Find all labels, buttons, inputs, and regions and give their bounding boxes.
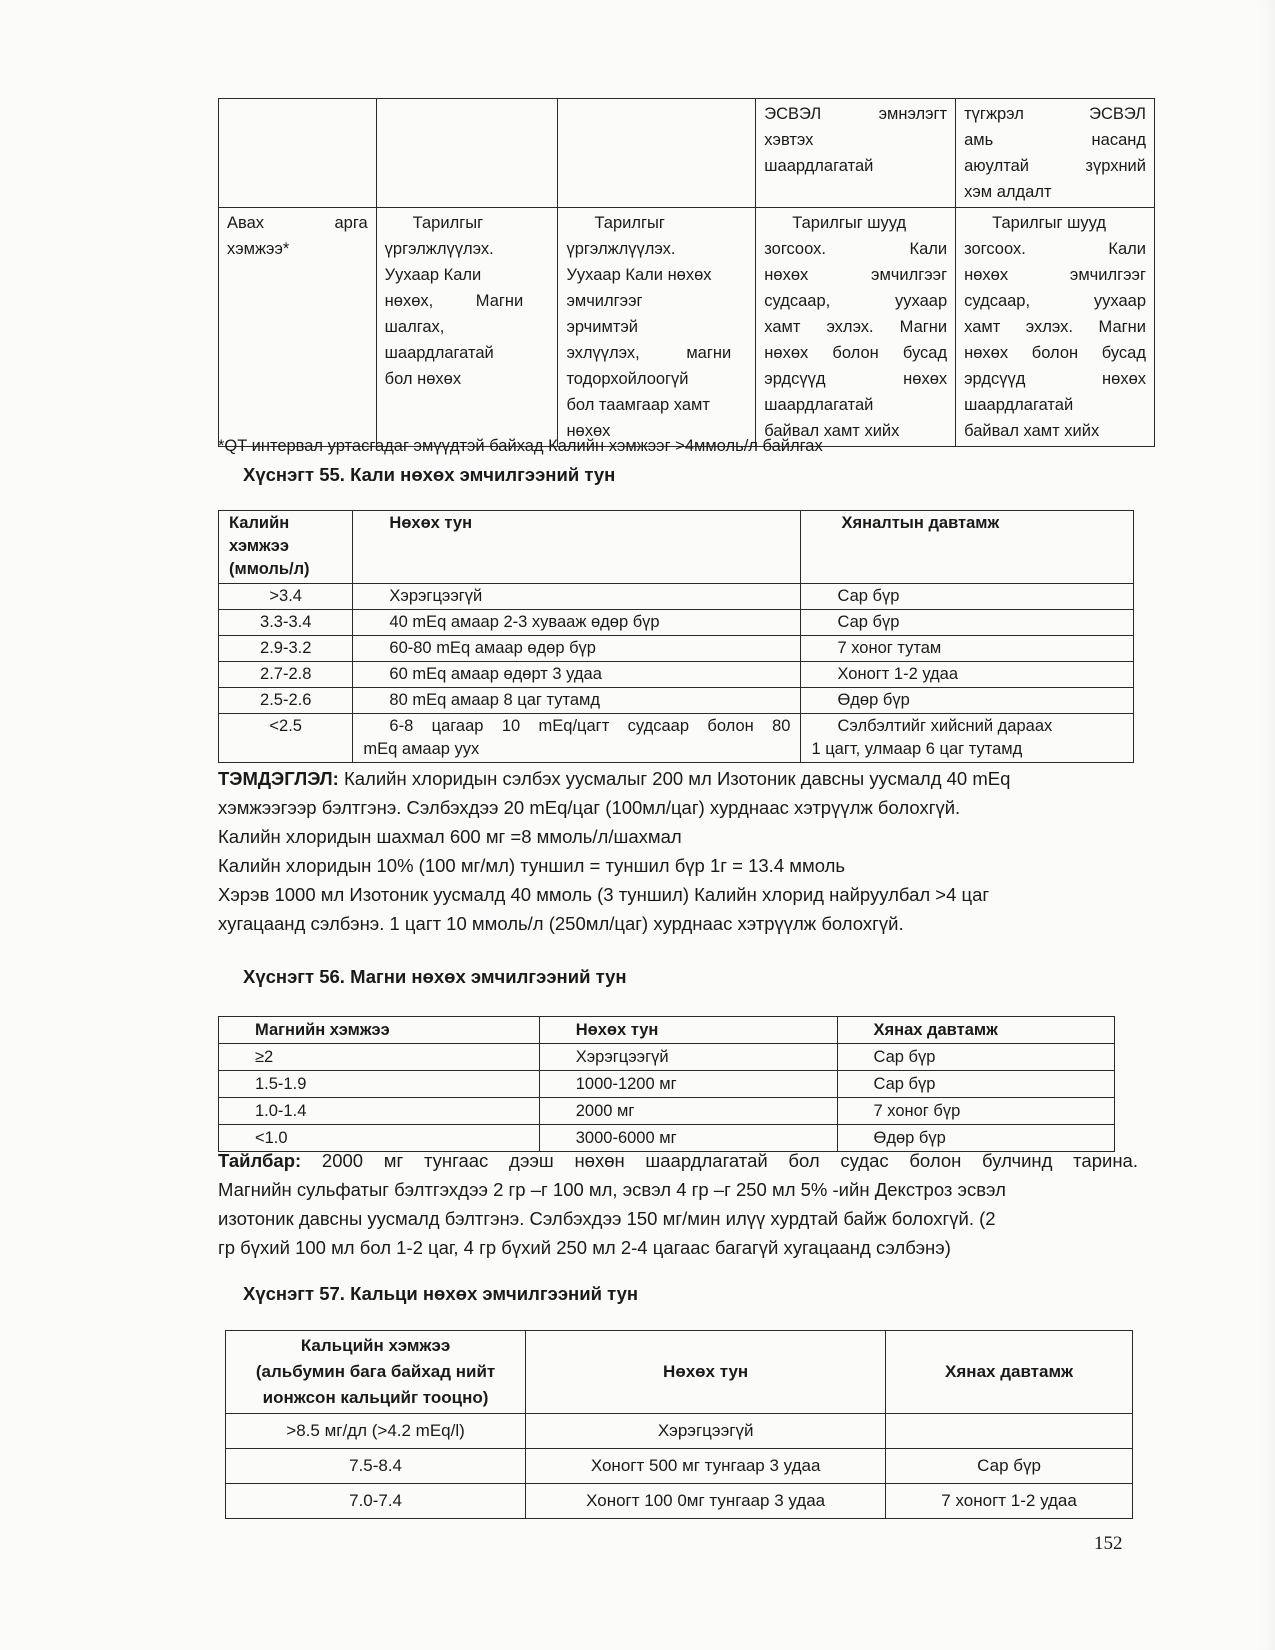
- table-row: [219, 688, 1134, 714]
- note-line: хугацаанд сэлбэнэ. 1 цагт 10 ммоль/л (250мл/цаг) хурднаас хэтрүүлж болохгүй.: [218, 913, 904, 934]
- table-cell: [886, 1414, 1133, 1449]
- note-line: Калийн хлоридын шахмал 600 мг =8 ммоль/л/шахмал: [218, 826, 682, 847]
- cell-line: нөхөх: [566, 422, 611, 440]
- cell-line: тодорхойлоогүй: [566, 370, 689, 388]
- cell-line: хамт эхлэх. Магни: [964, 318, 1146, 336]
- header-cell: [219, 511, 353, 584]
- table-cell: [353, 714, 801, 763]
- table-row: [219, 584, 1134, 610]
- cell-line: Сэлбэлтийг хийсний дараах: [837, 717, 1053, 735]
- cell-line: Уухаар Кали: [384, 266, 482, 284]
- table-row: [219, 1071, 1115, 1098]
- table-row: [226, 1414, 1133, 1449]
- note-line: гр бүхий 100 мл бол 1-2 цаг, 4 гр бүхий 250 мл 2-4 цагаас багагүй хугацаанд сэлбэнэ): [218, 1237, 951, 1258]
- table-row: [219, 1098, 1115, 1125]
- note-line: Хэрэв 1000 мл Изотоник уусмалд 40 ммоль (3 туншил) Калийн хлорид найруулбал >4 цаг: [218, 884, 990, 905]
- cell-line: эрчимтэй: [566, 318, 639, 336]
- cell-line: хэвтэх: [764, 131, 814, 149]
- cell-line: нөхөх болон бусад: [964, 344, 1146, 362]
- table-cell: Хэрэгцээгүй: [526, 1414, 886, 1449]
- table-cell: [756, 208, 956, 447]
- header-cell: Магнийн хэмжээ: [219, 1017, 540, 1044]
- note-line: Калийн хлоридын 10% (100 мг/мл) туншил = туншил бүр 1г = 13.4 ммоль: [218, 855, 846, 876]
- table-cell: [376, 208, 558, 447]
- cell-line: 6-8 цагаар 10 mEq/цагт судсаар болон 80: [389, 717, 791, 735]
- cell-line: шаардлагатай: [384, 344, 494, 362]
- header-cell: Нөхөх тун: [353, 511, 801, 584]
- cell-line: зогсоох. Кали: [964, 240, 1146, 258]
- table-cell: 2000 мг: [539, 1098, 837, 1125]
- table-cell: Хоногт 500 мг тунгаар 3 удаа: [526, 1449, 886, 1484]
- cell-line: шаардлагатай: [764, 396, 874, 414]
- table-cell: Сар бүр: [837, 1071, 1115, 1098]
- table-cell: >8.5 мг/дл (>4.2 mEq/l): [226, 1414, 526, 1449]
- cell-line: шаардлагатай: [764, 157, 874, 175]
- header-cell: Нөхөх тун: [539, 1017, 837, 1044]
- table-cell: 1.5-1.9: [219, 1071, 540, 1098]
- header-cell: Хяналтын давтамж: [801, 511, 1134, 584]
- header-cell: [226, 1331, 526, 1414]
- header-line: ионжсон кальцийг тооцно): [262, 1388, 489, 1407]
- cell-line: хэм алдалт: [964, 183, 1052, 201]
- table-cell: Өдөр бүр: [801, 688, 1134, 714]
- table-cell: Сар бүр: [801, 584, 1134, 610]
- cell-line: 1 цагт, улмаар 6 цаг тутамд: [811, 740, 1023, 758]
- note-potassium: [218, 764, 1138, 938]
- table-cell: <1.0: [219, 1125, 540, 1152]
- table-cell: [756, 99, 956, 208]
- header-cell: Нөхөх тун: [526, 1331, 886, 1414]
- table-row: [219, 662, 1134, 688]
- table-cell: 3.3-3.4: [219, 610, 353, 636]
- table-cell: [956, 208, 1155, 447]
- cell-line: Тарилгыг шууд: [792, 214, 907, 232]
- cell-line: шалгах,: [384, 318, 445, 336]
- table-cell: 60-80 mEq амаар өдөр бүр: [353, 636, 801, 662]
- cell-line: байвал хамт хийх: [764, 422, 900, 440]
- table-cell: 40 mEq амаар 2-3 хувааж өдөр бүр: [353, 610, 801, 636]
- table-cell: Хэрэгцээгүй: [353, 584, 801, 610]
- table-cell: 1.0-1.4: [219, 1098, 540, 1125]
- table-cell: 3000-6000 мг: [539, 1125, 837, 1152]
- cell-line: Авах арга: [227, 214, 368, 232]
- table-cell: Сар бүр: [801, 610, 1134, 636]
- header-line: (альбумин бага байхад нийт: [255, 1362, 496, 1381]
- cell-line: Уухаар Кали нөхөх: [566, 266, 712, 284]
- cell-line: бол таамгаар хамт: [566, 396, 710, 414]
- cell-line: эмчилгээг: [566, 292, 643, 310]
- table-row: [219, 636, 1134, 662]
- table-row: [219, 208, 1155, 447]
- table-header-row: [219, 511, 1134, 584]
- note-line: изотоник давсны уусмалд бэлтгэнэ. Сэлбэхдээ 150 мг/мин илүү хурдтай байж болохгүй. (2: [218, 1208, 996, 1229]
- table-calcium: [225, 1330, 1133, 1519]
- cell-line: Тарилгыг: [594, 214, 665, 232]
- table-magnesium: [218, 1016, 1115, 1152]
- cell-line: үргэлжлүүлэх.: [566, 240, 676, 258]
- table-cell: 60 mEq амаар өдөрт 3 удаа: [353, 662, 801, 688]
- table-continuation: [218, 98, 1155, 447]
- table-cell: 7.5-8.4: [226, 1449, 526, 1484]
- table-row: [219, 99, 1155, 208]
- table-cell: 2.5-2.6: [219, 688, 353, 714]
- cell-line: нөхөх эмчилгээг: [764, 266, 948, 284]
- table-header-row: [219, 1017, 1115, 1044]
- table-cell: [219, 99, 377, 208]
- table-cell: 2.9-3.2: [219, 636, 353, 662]
- cell-line: нөхөх эмчилгээг: [964, 266, 1146, 284]
- note-line: Магнийн сульфатыг бэлтгэхдээ 2 гр –г 100 мл, эсвэл 4 гр –г 250 мл 5% -ийн Декстроз эсвэл: [218, 1179, 1006, 1200]
- cell-line: шаардлагатай: [964, 396, 1074, 414]
- cell-line: зогсоох. Кали: [764, 240, 948, 258]
- cell-line: түгжрэл ЭСВЭЛ: [964, 105, 1146, 123]
- table-row: [219, 1044, 1115, 1071]
- header-cell: Хянах давтамж: [886, 1331, 1133, 1414]
- table-row: [219, 610, 1134, 636]
- note-line: Тайлбар: 2000 мг тунгаас дээш нөхөн шаардлагатай бол судас болон булчинд тарина.: [218, 1150, 1138, 1171]
- page-number: 152: [1094, 1533, 1123, 1554]
- table-cell: Сар бүр: [886, 1449, 1133, 1484]
- header-cell: Хянах давтамж: [837, 1017, 1115, 1044]
- cell-line: Тарилгыг шууд: [992, 214, 1106, 232]
- cell-line: байвал хамт хийх: [964, 422, 1100, 440]
- cell-line: аюултай зүрхний: [964, 157, 1146, 175]
- cell-line: Тарилгыг: [412, 214, 484, 232]
- cell-line: амь насанд: [964, 131, 1146, 149]
- table-cell: [558, 208, 756, 447]
- table-cell: Хоногт 100 0мг тунгаар 3 удаа: [526, 1484, 886, 1519]
- table-cell: [801, 714, 1134, 763]
- header-line: (ммоль/л): [229, 560, 310, 578]
- table-cell: >3.4: [219, 584, 353, 610]
- header-line: Кальцийн хэмжээ: [300, 1336, 451, 1355]
- note-magnesium: [218, 1146, 1138, 1262]
- cell-line: эрдсүүд нөхөх: [964, 370, 1146, 388]
- table-cell: 7.0-7.4: [226, 1484, 526, 1519]
- cell-line: нөхөх болон бусад: [764, 344, 948, 362]
- cell-line: бол нөхөх: [384, 370, 462, 388]
- table-cell: 7 хоногт 1-2 удаа: [886, 1484, 1133, 1519]
- table-cell: ≥2: [219, 1044, 540, 1071]
- cell-line: хэмжээ*: [227, 240, 290, 258]
- cell-line: судсаар, уухаар: [764, 292, 948, 310]
- cell-line: үргэлжлүүлэх.: [384, 240, 494, 258]
- table-cell: <2.5: [219, 714, 353, 763]
- note-line: ТЭМДЭГЛЭЛ: Калийн хлоридын сэлбэх уусмалыг 200 мл Изотоник давсны уусмалд 40 mEq: [218, 768, 1011, 789]
- table-cell: 2.7-2.8: [219, 662, 353, 688]
- table-cell: [376, 99, 558, 208]
- cell-line: эрдсүүд нөхөх: [764, 370, 948, 388]
- table-row: [226, 1449, 1133, 1484]
- table-row: [226, 1484, 1133, 1519]
- header-line: хэмжээ: [229, 537, 289, 555]
- cell-line: хамт эхлэх. Магни: [764, 318, 948, 336]
- table-cell: 80 mEq амаар 8 цаг тутамд: [353, 688, 801, 714]
- table-header-row: [226, 1331, 1133, 1414]
- cell-line: mEq амаар уух: [363, 740, 480, 758]
- table-potassium: [218, 510, 1134, 763]
- table-cell: 1000-1200 мг: [539, 1071, 837, 1098]
- table-cell: 7 хоног тутам: [801, 636, 1134, 662]
- table-cell: Хоногт 1-2 удаа: [801, 662, 1134, 688]
- cell-line: судсаар, уухаар: [964, 292, 1146, 310]
- cell-line: ЭСВЭЛ эмнэлэгт: [764, 105, 948, 123]
- cell-line: эхлүүлэх, магни: [566, 344, 732, 362]
- table55-caption: Хүснэгт 55. Кали нөхөх эмчилгээний тун: [243, 464, 616, 485]
- table-footnote: *QT интервал уртасгадаг эмүүдтэй байхад Калийн хэмжээг >4ммоль/л байлгах: [218, 437, 823, 455]
- table-cell: Хэрэгцээгүй: [539, 1044, 837, 1071]
- table56-caption: Хүснэгт 56. Магни нөхөх эмчилгээний тун: [243, 966, 627, 987]
- cell-line: нөхөх, Магни: [384, 292, 524, 310]
- table-cell: Өдөр бүр: [837, 1125, 1115, 1152]
- note-line: хэмжээгээр бэлтгэнэ. Сэлбэхдээ 20 mEq/цаг (100мл/цаг) хурднаас хэтрүүлж болохгүй.: [218, 797, 961, 818]
- table-cell: [956, 99, 1155, 208]
- table-cell: Сар бүр: [837, 1044, 1115, 1071]
- table-row: [219, 714, 1134, 763]
- header-line: Калийн: [229, 514, 290, 532]
- table-cell: [219, 208, 377, 447]
- table-cell: [558, 99, 756, 208]
- table-cell: 7 хоног бүр: [837, 1098, 1115, 1125]
- table57-caption: Хүснэгт 57. Кальци нөхөх эмчилгээний тун: [243, 1283, 639, 1304]
